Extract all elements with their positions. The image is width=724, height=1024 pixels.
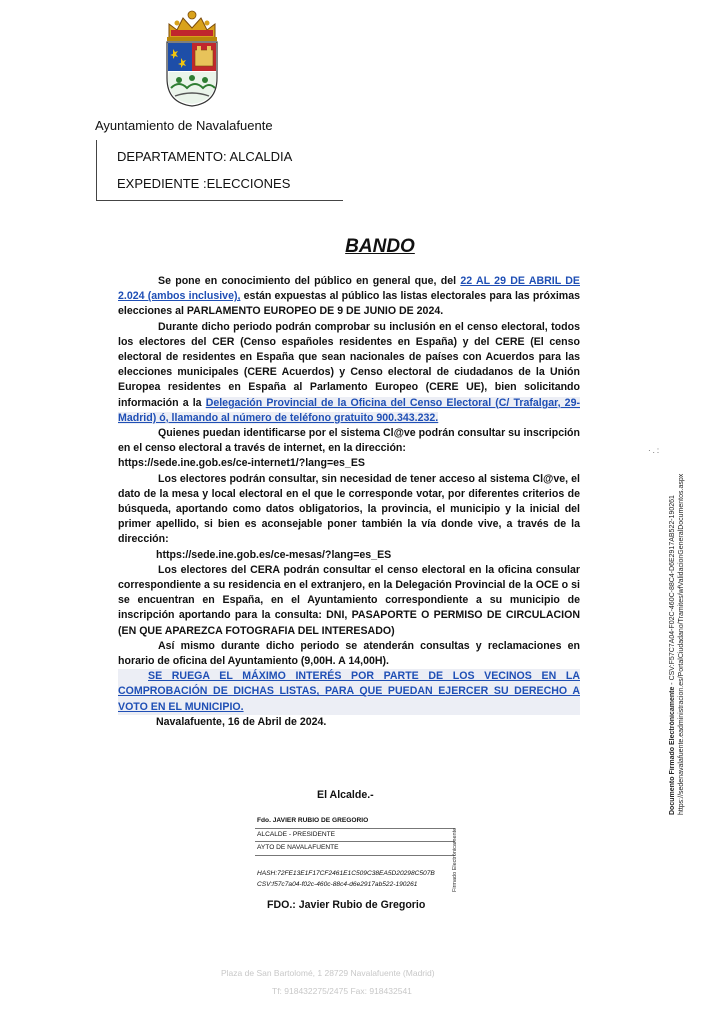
signer-name: Fdo. JAVIER RUBIO DE GREGORIO [255, 815, 455, 829]
side-verification-title: Documento Firmado Electrónicamente [669, 686, 676, 815]
signer-role: ALCALDE - PRESIDENTE [255, 829, 455, 843]
signature-box [255, 815, 455, 891]
alcalde-label: El Alcalde.- [317, 789, 374, 801]
announcement-text: Se pone en conocimiento del público en general que, del [158, 275, 461, 287]
signer-full-name: FDO.: Javier Rubio de Gregorio [267, 899, 426, 911]
institution-name: Ayuntamiento de Navalafuente [95, 118, 273, 133]
department-label: DEPARTAMENTO: ALCALDIA [117, 149, 293, 164]
document-title: BANDO [345, 236, 415, 257]
signature-hash: HASH:72FE13E1F17CF2461E1C509C38EA5D20298C507B [257, 869, 435, 877]
delegation-link[interactable]: Delegación Provincial de la Oficina del Censo Electoral (C/ Trafalgar, 29-Madrid) ó, llamando al número de teléfono gratuito 900.343.232. [118, 396, 580, 424]
department-box [96, 140, 343, 201]
electronic-signature-stamp: Firmado Electrónicamente [452, 827, 458, 892]
document-body [118, 274, 580, 730]
paragraph-request: SE RUEGA EL MÁXIMO INTERÉS POR PARTE DE LOS VECINOS EN LA COMPROBACIÓN DE DICHAS LISTAS, PARA QUE PUEDAN EJERCER SU DERECHO A VOTO EN EL MUNICIPIO. [118, 669, 580, 715]
paragraph-mesas: Los electores podrán consultar, sin necesidad de tener acceso al sistema Cl@ve, el dato de la mesa y local electoral en el que le corresponde votar, por diferentes criterios de búsqueda, aportando como datos obligatorios, la provincia, el municipio y la inicial del primer apellido, si bien es aconsejable poner también la vía donde vive, a través de la dirección: [118, 472, 580, 546]
date-place: Navalafuente, 16 de Abril de 2024. [156, 715, 327, 728]
expediente-label: EXPEDIENTE :ELECCIONES [117, 176, 291, 191]
side-verification-url[interactable]: https://sedenavalafuente.eadministracion.es/PortalCiudadano/Tramites/wfValidacionGeneralDocumentos.aspx [678, 473, 685, 815]
paragraph-clave: Quienes puedan identificarse por el sistema Cl@ve podrán consultar su inscripción en el censo electoral a través de internet, en la dirección: [118, 427, 580, 455]
scan-specks: ·.: [648, 446, 662, 455]
announcement-text-end: están expuestas al público las listas electorales para las próximas elecciones al PARLAMENTO EUROPEO DE 9 DE JUNIO DE 2024. [118, 290, 580, 318]
census-text: Durante dicho periodo podrán comprobar su inclusión en el censo electoral, todos los electores del CER (Censo españoles residentes en España) y del CERE (El censo electoral de residentes en España que sean nacionales de países con Acuerdos para las elecciones municipales (CERE Acuerdos) y Censo electoral de ciudadanos de la Unión Europea residentes en España al Parlamento Europeo (CERE UE), bien solicitando información a la [118, 320, 580, 409]
paragraph-hours: Así mismo durante dicho periodo se atenderán consultas y reclamaciones en horario de oficina del Ayuntamiento (9,00H. A 14,00H). [118, 639, 580, 668]
signer-org: AYTO DE NAVALAFUENTE [255, 842, 455, 856]
paragraph-cera: Los electores del CERA podrán consultar el censo electoral en la oficina consular correspondiente a su residencia en el extranjero, en la Delegación Provincial de la OCE o si se encuentran en España, en el Ayuntamiento correspondiente a su municipio de inscripción aportando para la consulta: DNI, PASAPORTE O PERMISO DE CIRCULACION (EN QUE APAREZCA FOTOGRAFIA DEL INTERESADO) [118, 563, 580, 637]
paragraph-census [118, 320, 580, 426]
side-verification-csv: - CSV:F57C7A04-F02C-460C-88C4-D6E2917AB522-190261 [669, 495, 676, 687]
footer-phones: Tf: 918432275/2475 Fax: 918432541 [272, 986, 412, 996]
date-range-link[interactable]: 22 AL 29 DE ABRIL DE 2.024 (ambos inclusive), [118, 275, 580, 303]
signature-csv: CSV:f57c7a04-f02c-460c-88c4-d6e2917ab522-190261 [257, 881, 418, 888]
url-mesas-link[interactable]: https://sede.ine.gob.es/ce-mesas/?lang=es_ES [156, 548, 392, 561]
url-internet-link[interactable]: https://sede.ine.gob.es/ce-internet1/?lang=es_ES [118, 457, 365, 470]
side-verification-text [668, 447, 704, 815]
coat-of-arms-logo [161, 8, 223, 108]
footer-address: Plaza de San Bartolomé, 1 28729 Navalafuente (Madrid) [221, 968, 435, 978]
paragraph-announcement [118, 274, 580, 320]
